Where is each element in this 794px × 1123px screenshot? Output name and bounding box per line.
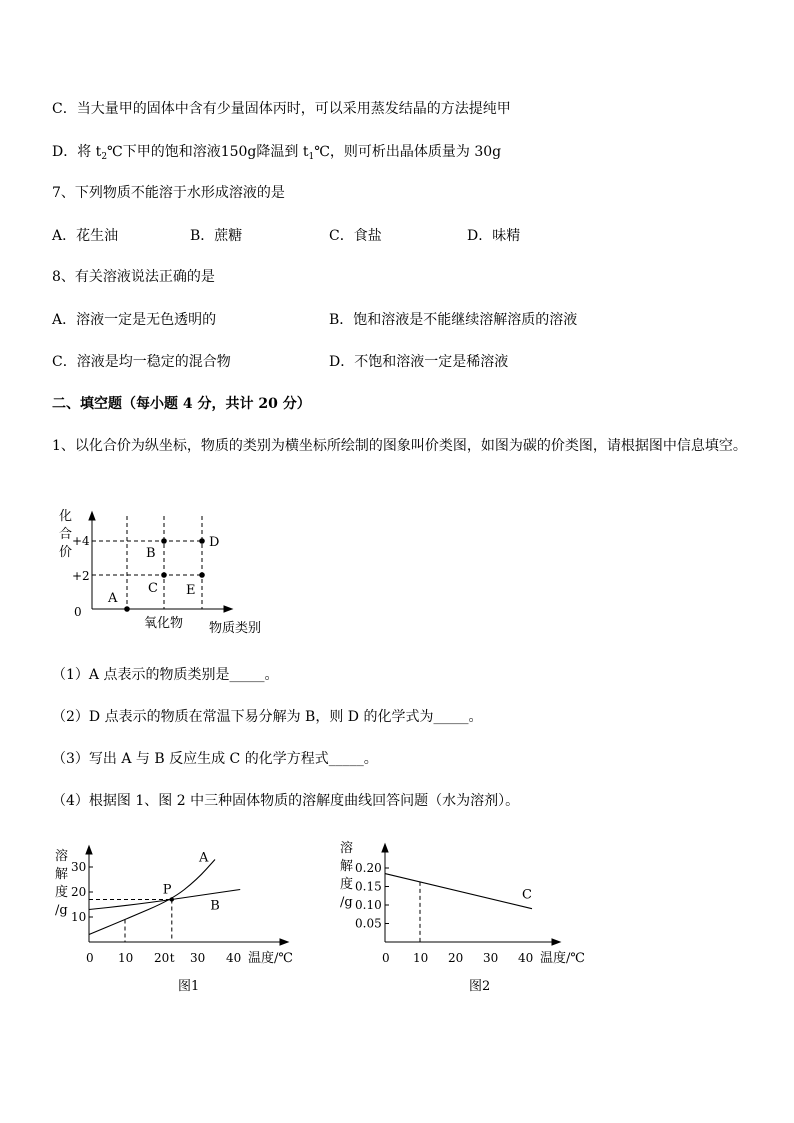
valence-x-label-end: 物质类别 xyxy=(209,621,262,636)
valence-tick-plus2: +2 xyxy=(72,569,90,583)
fig1-series-label-B: B xyxy=(210,898,220,914)
q7-option-d: D．味精 xyxy=(467,228,521,244)
fig1-series-label-A: A xyxy=(199,850,209,866)
valence-point-d-dot xyxy=(199,538,205,544)
fig1-y-label-3: 度 xyxy=(55,885,69,900)
q8-option-b: B．饱和溶液是不能继续溶解溶质的溶液 xyxy=(329,312,578,328)
fig2-y-label-3: 度 xyxy=(340,877,354,892)
fig1-x-label: 温度/℃ xyxy=(248,951,293,966)
valence-label-c: C xyxy=(148,581,158,596)
valence-point-e-dot xyxy=(199,572,205,578)
valence-chart xyxy=(0,500,794,640)
valence-x-label-mid: 氧化物 xyxy=(144,616,184,631)
fig1-y-label-2: 解 xyxy=(55,867,69,882)
q7-option-a: A．花生油 xyxy=(52,228,119,244)
fig1-xtick-10: 10 xyxy=(118,951,134,965)
fig2-y-label-2: 解 xyxy=(340,859,354,874)
q7-option-b: B．蔗糖 xyxy=(190,228,243,244)
fill1-stem: 1、以化合价为纵坐标，物质的类别为横坐标所绘制的图象叫价类图，如图为碳的价类图，请根据图中信息填空。 xyxy=(52,438,747,454)
fill1-sub3: （3）写出 A 与 B 反应生成 C 的化学方程式_____。 xyxy=(52,751,378,767)
fig1-xtick-40: 40 xyxy=(226,951,242,965)
fig1-ytick-30: 30 xyxy=(71,860,87,874)
q8-stem: 8、有关溶液说法正确的是 xyxy=(52,269,215,285)
fig1-point-p: P xyxy=(162,882,172,898)
valence-label-e: E xyxy=(186,583,196,598)
fig2-y-arrow xyxy=(382,844,388,852)
fig1-xtick-0: 0 xyxy=(86,951,94,965)
valence-y-label-2: 合 xyxy=(59,527,73,542)
fill1-sub2: （2）D 点表示的物质在常温下易分解为 B，则 D 的化学式为_____。 xyxy=(52,709,483,725)
valence-label-a: A xyxy=(108,591,118,606)
valence-point-c-dot xyxy=(161,572,167,578)
fig1-xtick-t: t xyxy=(169,951,175,965)
fig2-ytick-0.05: 0.05 xyxy=(355,916,382,931)
q8-option-a: A．溶液一定是无色透明的 xyxy=(52,312,217,328)
fig1-y-label-4: /g xyxy=(55,903,68,918)
fig2-title: 图2 xyxy=(469,979,491,994)
fig2-xtick-10: 10 xyxy=(413,951,429,965)
solubility-chart-2 xyxy=(0,830,794,1000)
fig1-ytick-10: 10 xyxy=(71,910,87,924)
fig2-ytick-0.20: 0.20 xyxy=(355,861,382,875)
fig2-xtick-0: 0 xyxy=(382,951,390,965)
fill1-sub4: （4）根据图 1、图 2 中三种固体物质的溶解度曲线回答问题（水为溶剂）。 xyxy=(52,793,520,809)
fig1-ytick-20: 20 xyxy=(71,885,87,899)
valence-y-label-3: 价 xyxy=(59,545,73,560)
valence-tick-zero: 0 xyxy=(74,605,82,619)
valence-label-d: D xyxy=(209,535,220,550)
q8-option-d: D．不饱和溶液一定是稀溶液 xyxy=(329,354,509,370)
q8-option-c: C．溶液是均一稳定的混合物 xyxy=(52,354,231,370)
q7-option-c: C．食盐 xyxy=(329,228,382,244)
q6-option-d: D．将 $t_2℃$下甲的饱和溶液150g降温到 $t_1℃$，则可析出晶体质量为 30g xyxy=(52,144,502,162)
fig2-ytick-0.15: 0.15 xyxy=(355,879,382,894)
fig2-x-label: 温度/℃ xyxy=(540,951,585,966)
fig1-xtick-30: 30 xyxy=(190,951,206,965)
fig2-series-C xyxy=(385,874,532,909)
fig2-xtick-20: 20 xyxy=(448,951,464,965)
fig2-ytick-0.10: 0.10 xyxy=(355,898,382,912)
valence-point-a-dot xyxy=(124,606,130,612)
valence-y-arrow xyxy=(89,512,95,520)
fig1-y-label-1: 溶 xyxy=(55,849,69,864)
fig2-series-label-C: C xyxy=(522,887,532,903)
fig2-y-label-4: /g xyxy=(340,895,353,910)
valence-y-label-1: 化 xyxy=(59,509,73,524)
section-heading: 二、填空题（每小题 4 分，共计 20 分） xyxy=(52,396,311,412)
fig1-xtick-20: 20 xyxy=(154,951,170,965)
fig2-xtick-40: 40 xyxy=(518,951,534,965)
fig2-x-arrow xyxy=(552,939,560,945)
valence-tick-plus4: +4 xyxy=(72,534,90,548)
valence-label-b: B xyxy=(146,546,156,561)
fill1-sub1: （1）A 点表示的物质类别是_____。 xyxy=(52,667,279,683)
q7-stem: 7、下列物质不能溶于水形成溶液的是 xyxy=(52,185,285,201)
fig1-title: 图1 xyxy=(178,979,200,994)
fig2-y-label-1: 溶 xyxy=(340,841,354,856)
fig2-xtick-30: 30 xyxy=(483,951,499,965)
valence-x-arrow xyxy=(224,606,232,612)
valence-point-b-dot xyxy=(161,538,167,544)
q6-option-c: C．当大量甲的固体中含有少量固体丙时，可以采用蒸发结晶的方法提纯甲 xyxy=(52,101,511,117)
